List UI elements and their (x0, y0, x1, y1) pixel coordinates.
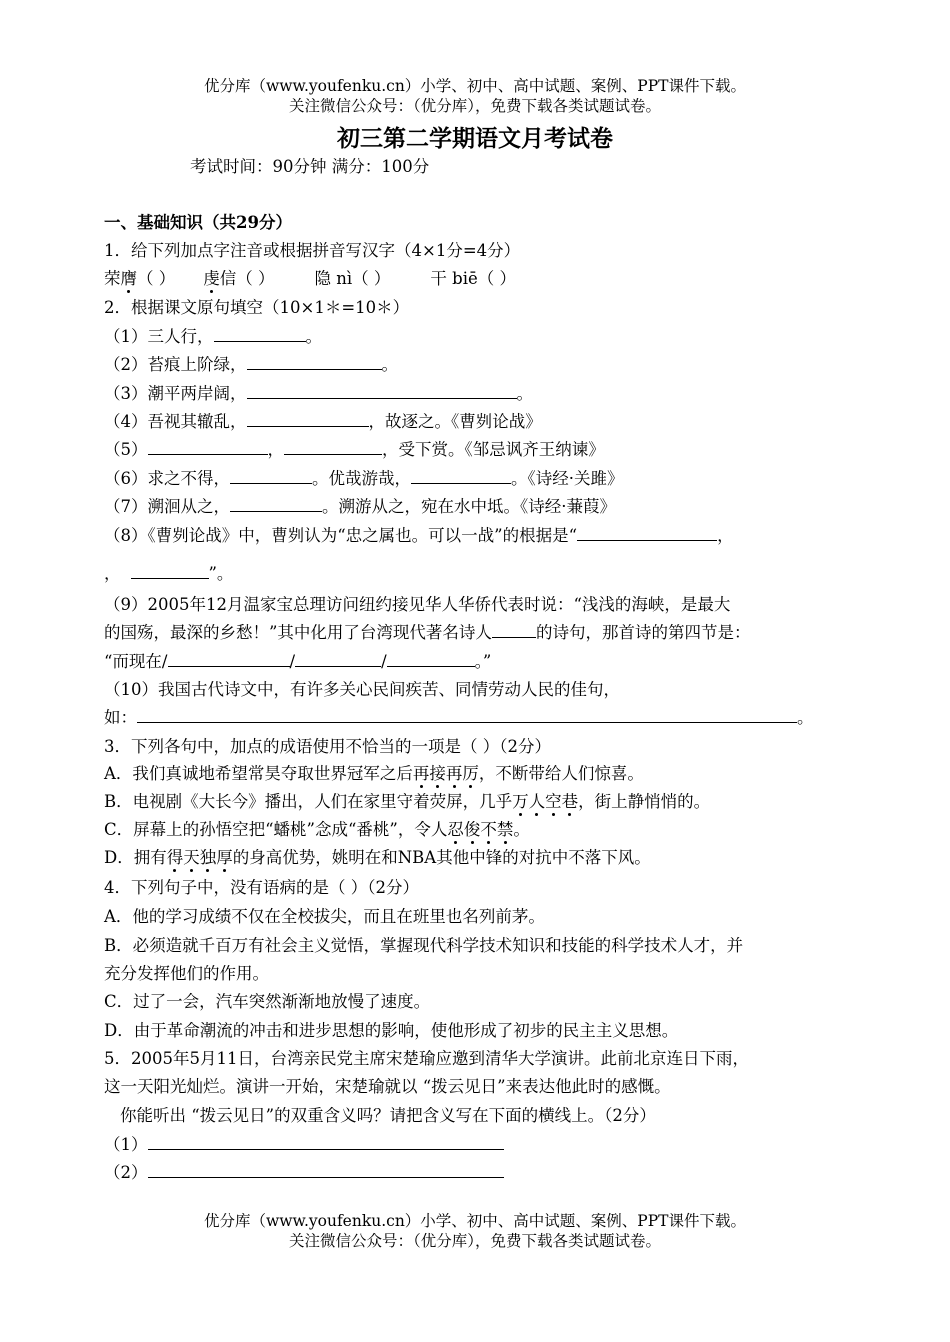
q2-line-2: （2）苔痕上阶绿， 。 (104, 355, 398, 374)
q2-line-9c: “而现在/ / / 。” (104, 652, 492, 671)
section-heading: 一、基础知识（共29分） (104, 213, 292, 232)
dotted-idiom: 万人空巷 (512, 792, 579, 811)
q5-answer-1: （1） (104, 1134, 504, 1156)
fill-blank[interactable] (131, 563, 209, 579)
fill-blank[interactable] (247, 383, 517, 399)
fill-blank[interactable] (387, 651, 475, 667)
fill-blank[interactable] (247, 354, 382, 370)
q1-stem: 1．给下列加点字注音或根据拼音写汉字（4×1分=4分） (104, 241, 521, 260)
q2-line-8: （8）《曹刿论战》中，曹刿认为“忠之属也。可以一战”的根据是“ ， (104, 526, 734, 545)
q2-line-1: （1）三人行， 。 (104, 327, 322, 346)
q5-line-1: 5．2005年5月11日，台湾亲民党主席宋楚瑜应邀到清华大学演讲。此前北京连日下雨， (104, 1049, 749, 1068)
answer-line[interactable] (148, 1134, 504, 1150)
q2-line-3: （3）潮平两岸阔， 。 (104, 384, 533, 403)
q4-option-d: D．由于革命潮流的冲击和进步思想的影响，使他形成了初步的民主主义思想。 (104, 1021, 679, 1040)
q5-line-2: 这一天阳光灿烂。演讲一开始，宋楚瑜就以 “拨云见日”来表达他此时的感慨。 (104, 1077, 671, 1096)
header-line-2: 关注微信公众号：（优分库），免费下载各类试题试卷。 (288, 97, 661, 115)
header-line-1: 优分库（www.youfenku.cn）小学、初中、高中试题、案例、PPT课件下载。 (203, 77, 747, 95)
fill-blank[interactable] (247, 411, 369, 427)
fill-blank[interactable] (411, 468, 511, 484)
fill-blank[interactable] (168, 651, 290, 667)
fill-blank[interactable] (577, 525, 717, 541)
fill-blank[interactable] (230, 496, 322, 512)
q2-line-9b: 的国殇，最深的乡愁！”其中化用了台湾现代著名诗人 的诗句，那首诗的第四节是： (104, 623, 751, 642)
q3-option-c: C．屏幕上的孙悟空把“蟠桃”念成“番桃”，令人忍俊不禁。 (104, 820, 530, 839)
fill-blank[interactable] (492, 622, 536, 638)
q2-line-4: （4）吾视其辙乱， ，故逐之。《曹刿论战》 (104, 412, 542, 431)
q2-line-9a: （9）2005年12月温家宝总理访问纽约接见华人华侨代表时说：“浅浅的海峡，是最大 (104, 595, 731, 614)
fill-blank[interactable] (214, 326, 306, 342)
q4-stem: 4．下列句子中，没有语病的是（ ）（2分） (104, 878, 419, 897)
q2-line-10a: （10）我国古代诗文中，有许多关心民间疾苦、同情劳动人民的佳句， (104, 680, 620, 699)
exam-info: 考试时间：90分钟 满分：100分 (190, 157, 430, 176)
q2-line-6: （6）求之不得， 。优哉游哉， 。《诗经·关雎》 (104, 469, 624, 488)
q1-items (104, 268, 516, 290)
q5-answer-2: （2） (104, 1162, 504, 1184)
q5-line-3: 你能听出 “拨云见日”的双重含义吗？请把含义写在下面的横线上。（2分） (120, 1106, 656, 1125)
q2-line-7: （7）溯洄从之， 。溯游从之，宛在水中坻。《诗经·蒹葭》 (104, 497, 616, 516)
dotted-idiom: 再接再厉 (412, 764, 479, 783)
fill-blank[interactable] (148, 439, 268, 455)
q2-stem: 2．根据课文原句填空（10×1＊=10＊） (104, 298, 410, 317)
q4-option-a: A．他的学习成绩不仅在全校拔尖，而且在班里也名列前茅。 (104, 907, 545, 926)
q3-stem: 3．下列各句中，加点的成语使用不恰当的一项是（ ）（2分） (104, 737, 551, 756)
q4-option-b-2: 充分发挥他们的作用。 (104, 964, 269, 983)
q1-item-2: 虔信（ ） (203, 269, 275, 288)
q3-option-d: D．拥有得天独厚的身高优势，姚明在和NBA其他中锋的对抗中不落下风。 (104, 848, 651, 867)
q2-line-5: （5） ， ，受下赏。《邹忌讽齐王纳谏》 (104, 440, 605, 459)
q1-item-4: 干 biē（ ） (430, 269, 516, 288)
q2-line-8b: ， ”。 (104, 564, 234, 583)
q1-item-3: 隐 nì（ ） (314, 269, 391, 288)
fill-blank[interactable] (230, 468, 312, 484)
q3-option-b: B．电视剧《大长今》播出，人们在家里守着荧屏，几乎万人空巷，街上静悄悄的。 (104, 792, 711, 811)
footer-line-1: 优分库（www.youfenku.cn）小学、初中、高中试题、案例、PPT课件下载。 (203, 1212, 747, 1230)
q4-option-c: C．过了一会，汽车突然渐渐地放慢了速度。 (104, 992, 431, 1011)
q3-option-a: A．我们真诚地希望常昊夺取世界冠军之后再接再厉，不断带给人们惊喜。 (104, 764, 644, 783)
q2-line-10b: 如： 。 (104, 708, 814, 727)
fill-blank[interactable] (137, 707, 797, 723)
dotted-idiom: 忍俊不禁 (447, 820, 514, 839)
q4-option-b-1: B．必须造就千百万有社会主义觉悟，掌握现代科学技术知识和技能的科学技术人才，并 (104, 936, 744, 955)
q1-item-1: 荣膺（ ） (104, 269, 176, 288)
fill-blank[interactable] (295, 651, 381, 667)
page-title: 初三第二学期语文月考试卷 (337, 125, 613, 152)
dotted-idiom: 得天独厚 (166, 848, 233, 867)
answer-line[interactable] (148, 1162, 504, 1178)
footer-line-2: 关注微信公众号：（优分库），免费下载各类试题试卷。 (288, 1232, 661, 1250)
fill-blank[interactable] (284, 439, 382, 455)
